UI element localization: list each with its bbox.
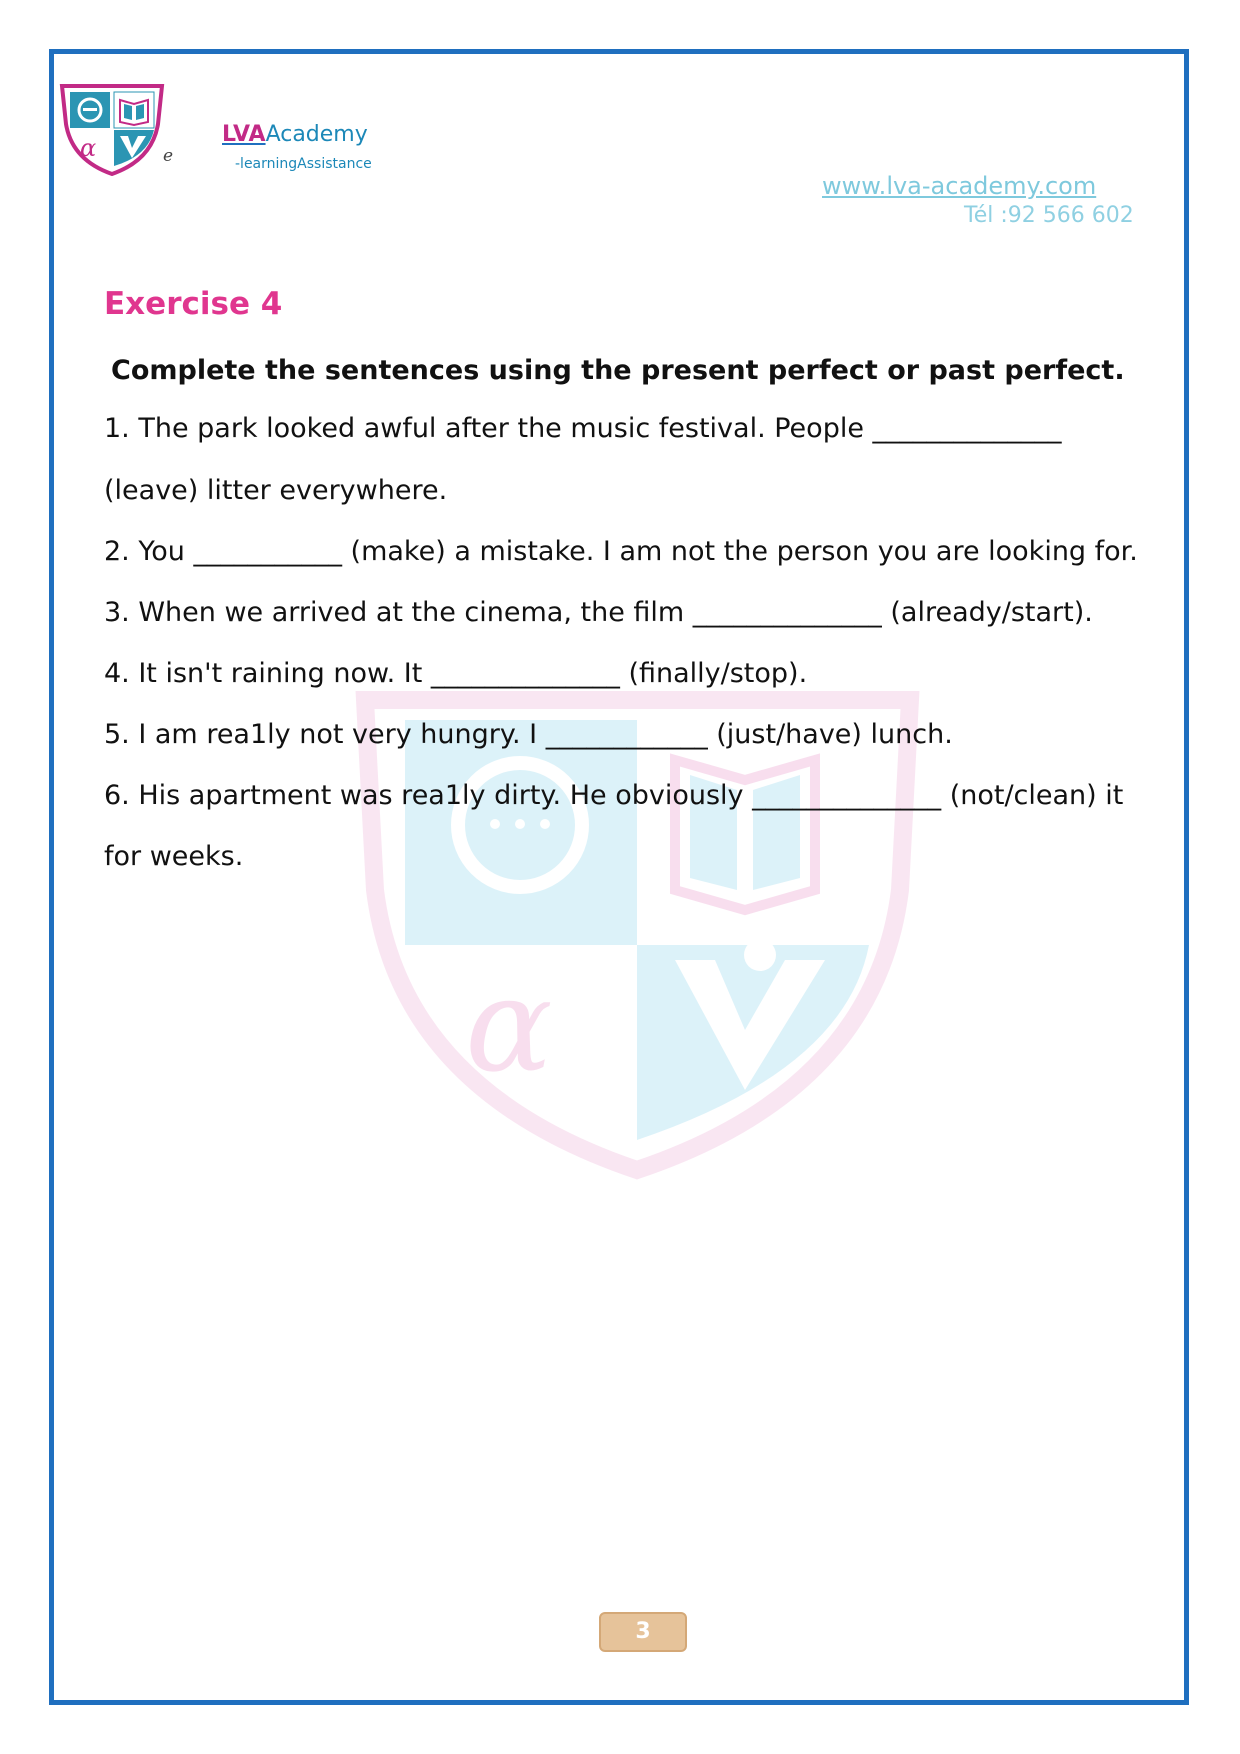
exercise-line-3: 3. When we arrived at the cinema, the film ______________ (already/start). [104, 597, 1093, 628]
phone-number: Tél :92 566 602 [964, 203, 1134, 228]
exercise-line-2: 2. You ___________ (make) a mistake. I am not the person you are looking for. [104, 536, 1138, 567]
logo-letter-e: e [163, 146, 174, 166]
exercise-line-5: 5. I am rea1ly not very hungry. I ____________ (just/have) lunch. [104, 719, 953, 750]
shield-watermark [345, 690, 930, 1180]
lva-shield-logo [58, 80, 166, 176]
watermark-alpha-icon: α [465, 949, 553, 1101]
brand-academy: Academy [265, 122, 368, 147]
exercise-instruction: Complete the sentences using the present perfect or past perfect. [111, 355, 1125, 386]
brand-lva: LVA [222, 122, 266, 147]
brand-tagline: -learningAssistance [235, 156, 372, 172]
page-number-badge: 3 [599, 1612, 687, 1652]
exercise-line-6-cont: for weeks. [104, 841, 244, 872]
exercise-line-1: 1. The park looked awful after the music festival. People ______________ [104, 413, 1062, 444]
website-link[interactable]: www.lva-academy.com [822, 172, 1097, 200]
exercise-line-4: 4. It isn't raining now. It ______________ (finally/stop). [104, 658, 808, 689]
exercise-title: Exercise 4 [104, 286, 283, 322]
brand-name [222, 122, 368, 147]
exercise-line-6: 6. His apartment was rea1ly dirty. He obviously ______________ (not/clean) it [104, 780, 1124, 811]
exercise-line-1-cont: (leave) litter everywhere. [104, 475, 448, 506]
alpha-icon: α [80, 134, 97, 162]
